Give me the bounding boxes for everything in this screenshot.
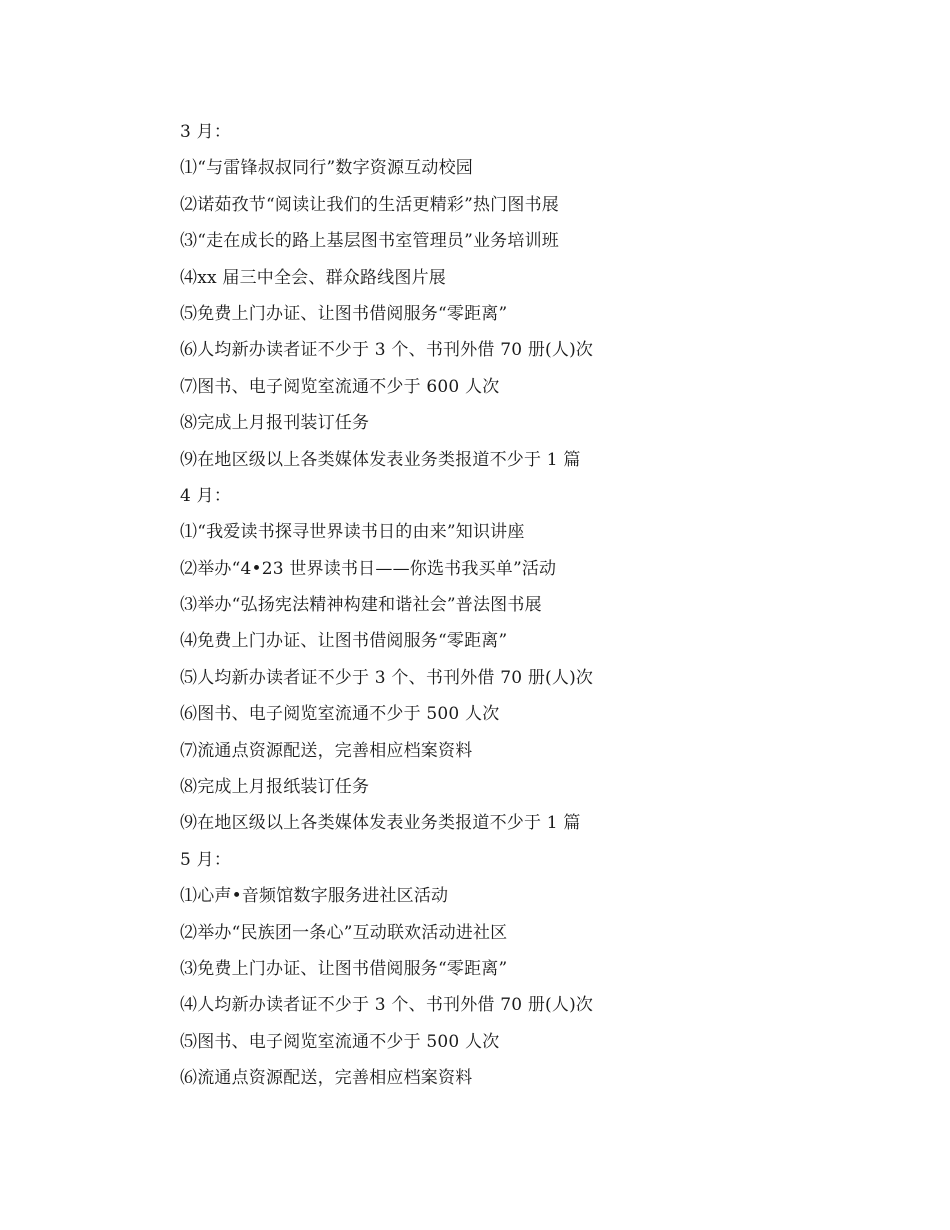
list-item: ⑼在地区级以上各类媒体发表业务类报道不少于 1 篇 <box>180 813 581 834</box>
list-item: ⑷xx 届三中全会、群众路线图片展 <box>180 267 446 288</box>
list-item: ⑶举办“弘扬宪法精神构建和谐社会”普法图书展 <box>180 595 542 616</box>
list-item: ⑹流通点资源配送，完善相应档案资料 <box>180 1068 473 1089</box>
list-item: ⑷免费上门办证、让图书借阅服务“零距离” <box>180 631 508 652</box>
list-item: ⑶“走在成长的路上基层图书室管理员”业务培训班 <box>180 231 559 252</box>
document-body <box>180 114 880 1097</box>
list-item: ⑴心声•音频馆数字服务进社区活动 <box>180 886 449 907</box>
list-item: ⑴“与雷锋叔叔同行”数字资源互动校园 <box>180 158 473 179</box>
list-item: ⑸免费上门办证、让图书借阅服务“零距离” <box>180 303 508 324</box>
list-item: ⑷人均新办读者证不少于 3 个、书刊外借 70 册(人)次 <box>180 995 594 1016</box>
list-item: ⑺流通点资源配送，完善相应档案资料 <box>180 740 473 761</box>
list-item: ⑸人均新办读者证不少于 3 个、书刊外借 70 册(人)次 <box>180 667 594 688</box>
list-item: ⑵诺茹孜节“阅读让我们的生活更精彩”热门图书展 <box>180 194 559 215</box>
list-item: ⑹图书、电子阅览室流通不少于 500 人次 <box>180 704 500 725</box>
list-item: ⑺图书、电子阅览室流通不少于 600 人次 <box>180 376 500 397</box>
list-item: ⑻完成上月报纸装订任务 <box>180 777 370 798</box>
month-heading-may: 5 月： <box>180 849 232 870</box>
list-item: ⑶免费上门办证、让图书借阅服务“零距离” <box>180 958 508 979</box>
list-item: ⑵举办“4•23 世界读书日——你选书我买单”活动 <box>180 558 557 579</box>
list-item: ⑸图书、电子阅览室流通不少于 500 人次 <box>180 1031 500 1052</box>
list-item: ⑹人均新办读者证不少于 3 个、书刊外借 70 册(人)次 <box>180 340 594 361</box>
month-heading-april: 4 月： <box>180 485 232 506</box>
month-heading-march: 3 月： <box>180 122 232 142</box>
list-item: ⑼在地区级以上各类媒体发表业务类报道不少于 1 篇 <box>180 449 581 470</box>
list-item: ⑻完成上月报刊装订任务 <box>180 413 370 434</box>
list-item: ⑵举办“民族团一条心”互动联欢活动进社区 <box>180 922 508 943</box>
list-item: ⑴“我爱读书探寻世界读书日的由来”知识讲座 <box>180 522 525 543</box>
